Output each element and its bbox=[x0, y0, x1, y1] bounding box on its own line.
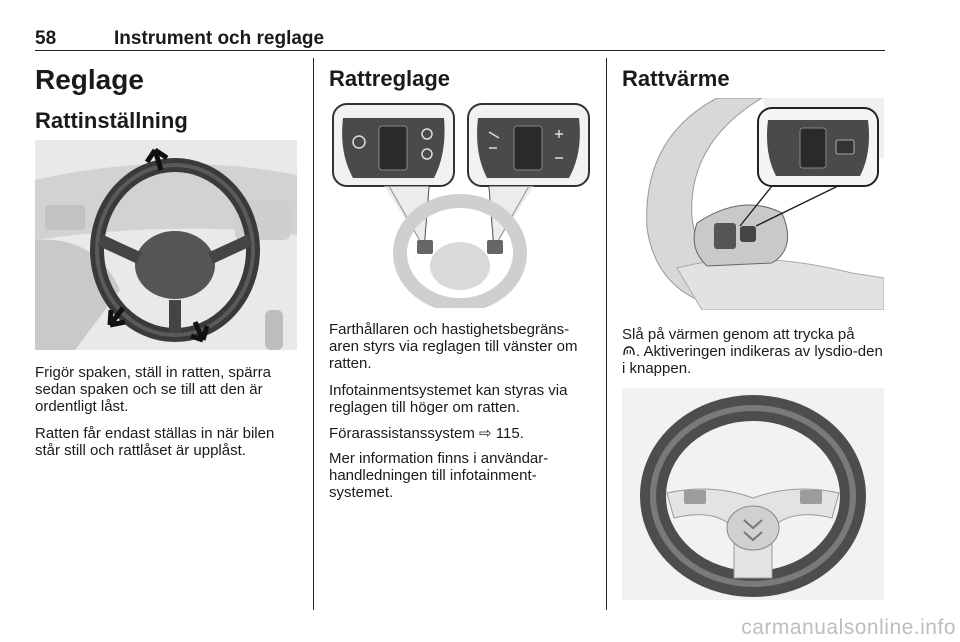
header-rule bbox=[35, 50, 885, 51]
footer-watermark: carmanualsonline.info bbox=[741, 616, 956, 639]
heading-rattvarme: Rattvärme bbox=[622, 66, 730, 91]
heated-steering-wheel-icon bbox=[622, 344, 636, 356]
page-ref-arrow-icon: ⇨ bbox=[479, 425, 492, 442]
heating-instruction-text: Slå på värmen genom att trycka på bbox=[622, 326, 855, 343]
driver-assistance-page-ref: 115. bbox=[495, 425, 524, 442]
paragraph-cruise-control: Farthållaren och hastighetsbegräns-aren styrs via reglagen till vänster om ratten. bbox=[329, 321, 578, 372]
steering-controls-illustration bbox=[329, 98, 591, 308]
heating-led-indication-text: . Aktiveringen indikeras av lysdio-den i knappen. bbox=[622, 343, 883, 377]
paragraph-heating-instruction bbox=[622, 326, 887, 377]
steering-wheel-heating-zone-illustration bbox=[622, 388, 884, 600]
section-title: Reglage bbox=[35, 64, 144, 95]
paragraph-infotainment-controls: Infotainmentsystemet kan styras via reglagen till höger om ratten. bbox=[329, 382, 568, 416]
driver-assistance-label: Förarassistanssystem bbox=[329, 425, 480, 442]
heated-steering-button-illustration bbox=[622, 98, 884, 310]
heading-rattreglage: Rattreglage bbox=[329, 66, 451, 91]
column-divider-2 bbox=[606, 58, 607, 610]
paragraph-infotainment-manual: Mer information finns i användar-handledningen till infotainment-systemet. bbox=[329, 450, 549, 501]
page-number: 58 bbox=[35, 28, 57, 49]
paragraph-release-lever: Frigör spaken, ställ in ratten, spärra sedan spaken och se till att den är ordentligt låst. bbox=[35, 364, 271, 415]
column-divider-1 bbox=[313, 58, 314, 610]
steering-adjust-illustration bbox=[35, 140, 297, 350]
paragraph-adjust-when-still: Ratten får endast ställas in när bilen står still och rattlåset är upplåst. bbox=[35, 425, 275, 459]
paragraph-driver-assistance bbox=[329, 425, 594, 442]
heading-rattinstallning: Rattinställning bbox=[35, 108, 188, 133]
chapter-title: Instrument och reglage bbox=[114, 28, 325, 49]
